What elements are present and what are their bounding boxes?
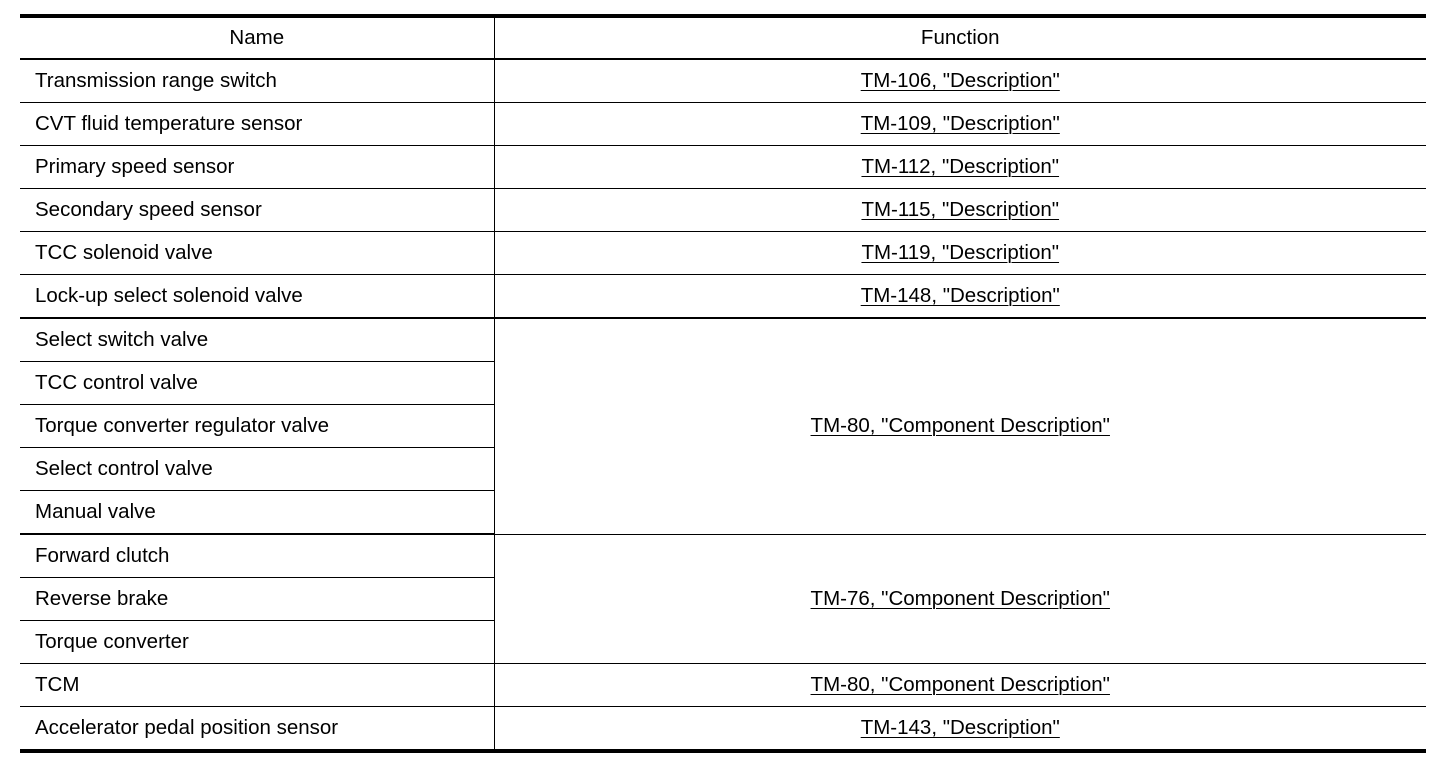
- function-cell: [494, 146, 1426, 189]
- function-cell: [494, 59, 1426, 103]
- component-name: Secondary speed sensor: [20, 189, 494, 232]
- component-name: Forward clutch: [20, 534, 494, 578]
- component-name: Torque converter: [20, 621, 494, 664]
- column-header-function: Function: [494, 16, 1426, 59]
- table-row: [20, 103, 1426, 146]
- component-name: TCC solenoid valve: [20, 232, 494, 275]
- component-function-table-wrapper: [20, 14, 1426, 753]
- function-cell: [494, 275, 1426, 319]
- component-name: TCM: [20, 664, 494, 707]
- component-name: Torque converter regulator valve: [20, 405, 494, 448]
- function-cell: [494, 189, 1426, 232]
- function-cell: [494, 103, 1426, 146]
- function-reference-link[interactable]: TM-143, "Description": [860, 715, 1060, 739]
- component-name: Reverse brake: [20, 578, 494, 621]
- function-cell: [494, 232, 1426, 275]
- component-function-table: [20, 14, 1426, 753]
- function-reference-link[interactable]: TM-115, "Description": [861, 197, 1060, 221]
- table-row: [20, 232, 1426, 275]
- function-reference-link[interactable]: TM-80, "Component Description": [810, 672, 1110, 696]
- function-cell: [494, 534, 1426, 664]
- function-cell: [494, 707, 1426, 752]
- component-name: TCC control valve: [20, 362, 494, 405]
- component-name: Select switch valve: [20, 318, 494, 362]
- table-row: [20, 707, 1426, 752]
- table-row: [20, 146, 1426, 189]
- component-name: Primary speed sensor: [20, 146, 494, 189]
- table-row: [20, 189, 1426, 232]
- function-reference-link[interactable]: TM-106, "Description": [860, 68, 1060, 92]
- function-reference-link[interactable]: TM-148, "Description": [860, 283, 1060, 307]
- function-reference-link[interactable]: TM-109, "Description": [860, 111, 1060, 135]
- component-name: CVT fluid temperature sensor: [20, 103, 494, 146]
- table-header-row: [20, 16, 1426, 59]
- function-reference-link[interactable]: TM-80, "Component Description": [810, 414, 1110, 437]
- function-cell: [494, 318, 1426, 534]
- column-header-name: Name: [20, 16, 494, 59]
- component-name: Accelerator pedal position sensor: [20, 707, 494, 752]
- function-reference-link[interactable]: TM-76, "Component Description": [810, 586, 1110, 610]
- function-reference-link[interactable]: TM-119, "Description": [861, 240, 1060, 264]
- table-row: [20, 318, 1426, 362]
- table-row: [20, 275, 1426, 319]
- component-name: Lock-up select solenoid valve: [20, 275, 494, 319]
- component-name: Transmission range switch: [20, 59, 494, 103]
- function-reference-link[interactable]: TM-112, "Description": [861, 154, 1060, 178]
- function-cell: [494, 664, 1426, 707]
- component-name: Select control valve: [20, 448, 494, 491]
- table-row: [20, 534, 1426, 578]
- table-row: [20, 59, 1426, 103]
- table-row: [20, 664, 1426, 707]
- component-name: Manual valve: [20, 491, 494, 535]
